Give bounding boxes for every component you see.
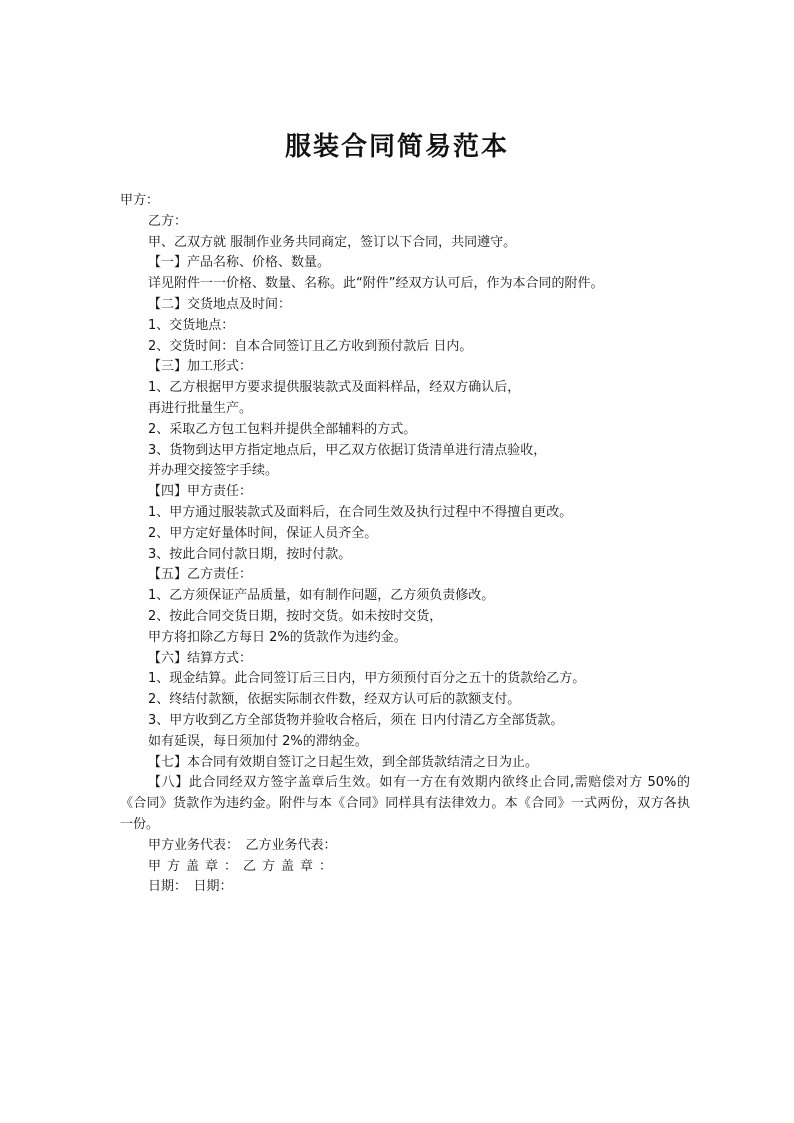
section-6-item-1: 1、现金结算。此合同签订后三日内，甲方须预付百分之五十的货款给乙方。 xyxy=(148,671,586,687)
section-6-item-4: 如有延误，每日须加付 2%的滞纳金。 xyxy=(148,733,368,749)
section-3-heading: 【三】加工形式： xyxy=(148,359,253,375)
section-5-heading: 【五】乙方责任： xyxy=(148,567,253,583)
section-2-item-1: 1、交货地点： xyxy=(148,317,235,333)
seal-line: 甲方盖章：乙方盖章： xyxy=(148,858,339,874)
section-5-item-2: 2、按此合同交货日期，按时交货。如未按时交货， xyxy=(148,608,443,624)
section-7-line: 【七】本合同有效期自签订之日起生效，到全部货款结清之日为止。 xyxy=(148,754,539,770)
section-4-item-1: 1、甲方通过服装款式及面料后，在合同生效及执行过程中不得擅自更改。 xyxy=(148,504,573,520)
party-b-line: 乙方： xyxy=(148,213,188,229)
section-3-item-3-cont: 并办理交接签字手续。 xyxy=(148,463,279,479)
section-4-item-3: 3、按此合同付款日期，按时付款。 xyxy=(148,546,352,562)
section-8-paragraph: 【八】此合同经双方签字盖章后生效。如有一方在有效期内欲终止合同,需赔偿对方 50%的《合同》货款作为违约金。附件与本《合同》同样具有法律效力。本《合同》一式两份，双方各执一份。 xyxy=(120,775,690,832)
section-5-item-1: 1、乙方须保证产品质量，如有制作问题，乙方须负责修改。 xyxy=(148,588,495,604)
section-1-heading: 【一】产品名称、价格、数量。 xyxy=(148,255,331,271)
section-3-item-1: 1、乙方根据甲方要求提供服装款式及面料样品，经双方确认后， xyxy=(148,380,521,396)
section-3-item-1-cont: 再进行批量生产。 xyxy=(148,400,253,416)
section-6-heading: 【六】结算方式： xyxy=(148,650,253,666)
section-1-body: 详见附件一一价格、数量、名称。此“附件”经双方认可后，作为本合同的附件。 xyxy=(148,276,604,292)
section-2-item-2: 2、交货时间：自本合同签订且乙方收到预付款后 日内。 xyxy=(148,338,473,354)
party-a-line: 甲方： xyxy=(120,193,160,208)
representatives-line: 甲方业务代表： 乙方业务代表： xyxy=(148,837,337,853)
intro-line: 甲、乙双方就 服制作业务共同商定，签订以下合同，共同遵守。 xyxy=(148,234,517,250)
section-5-item-2-cont: 甲方将扣除乙方每日 2%的货款作为违约金。 xyxy=(148,629,407,645)
section-4-heading: 【四】甲方责任： xyxy=(148,484,253,500)
contract-body xyxy=(120,191,690,898)
section-3-item-3: 3、货物到达甲方指定地点后，甲乙双方依据订货清单进行清点验收， xyxy=(148,442,547,458)
section-2-heading: 【二】交货地点及时间： xyxy=(148,296,292,312)
section-3-item-2: 2、采取乙方包工包料并提供全部辅料的方式。 xyxy=(148,421,417,437)
document-title: 服装合同简易范本 xyxy=(284,132,509,162)
section-6-item-3: 3、甲方收到乙方全部货物并验收合格后，须在 日内付清乙方全部货款。 xyxy=(148,712,564,728)
section-6-item-2: 2、终结付款额，依据实际制衣件数，经双方认可后的款额支付。 xyxy=(148,692,521,708)
section-4-item-2: 2、甲方定好量体时间，保证人员齐全。 xyxy=(148,525,378,541)
date-line: 日期： 日期： xyxy=(148,879,233,895)
